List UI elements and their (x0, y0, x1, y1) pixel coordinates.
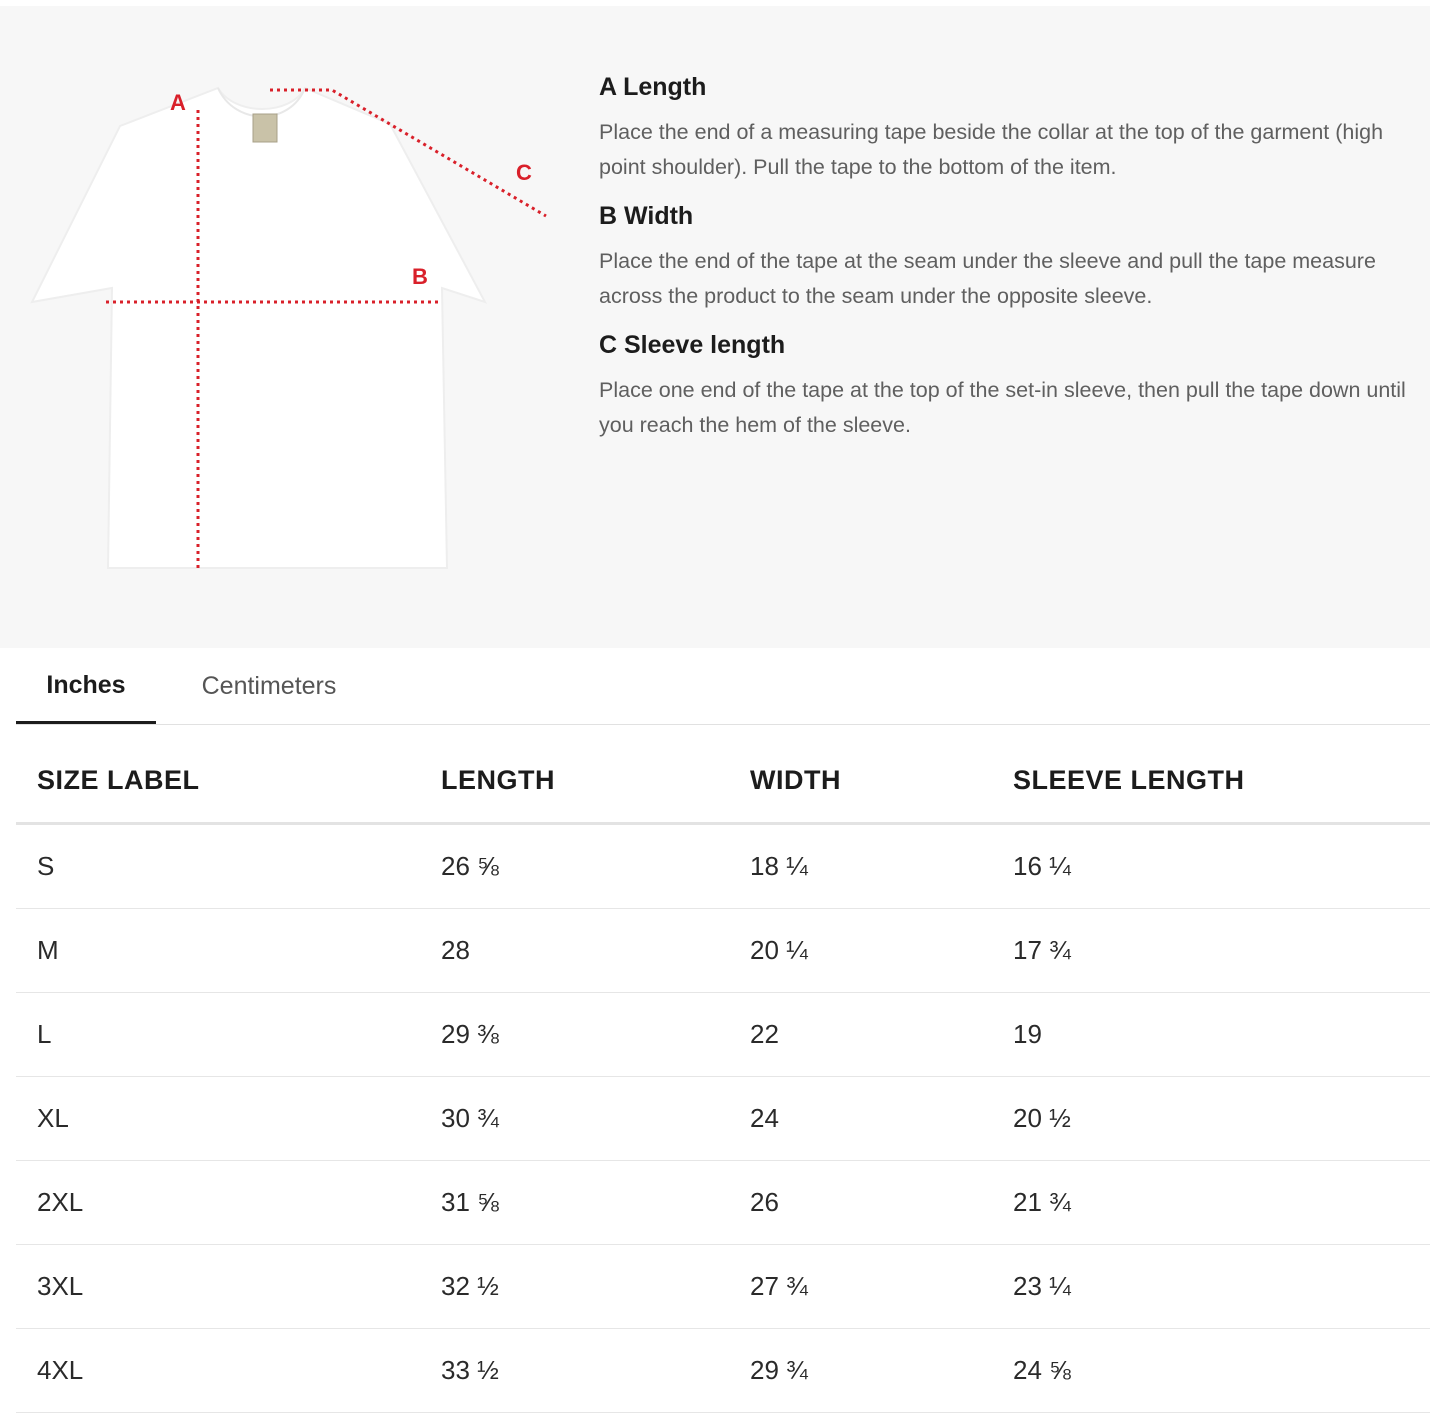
table-row (16, 1077, 1430, 1161)
header-sleeve-length: SLEEVE LENGTH (992, 738, 1430, 824)
marker-c: C (516, 160, 532, 185)
measurement-guide (0, 6, 1430, 648)
tab-inches[interactable]: Inches (16, 649, 156, 724)
tshirt-diagram (0, 6, 580, 648)
width-cell: 24 (729, 1077, 992, 1161)
sleeve-length-cell: 20 ½ (992, 1077, 1430, 1161)
table-row (16, 1245, 1430, 1329)
sleeve-length-title: C Sleeve length (599, 331, 786, 359)
marker-b: B (412, 264, 428, 289)
size-cell: M (16, 909, 420, 993)
length-title: A Length (599, 73, 707, 101)
size-cell: 3XL (16, 1245, 420, 1329)
marker-a: A (170, 90, 186, 115)
sleeve-length-cell: 21 ¾ (992, 1161, 1430, 1245)
sleeve-length-cell: 24 ⅝ (992, 1329, 1430, 1413)
width-description: Place the end of the tape at the seam under the sleeve and pull the tape measure across the product to the seam under the opposite sleeve. (599, 249, 1376, 308)
width-cell: 27 ¾ (729, 1245, 992, 1329)
measurement-descriptions (599, 72, 1419, 459)
sleeve-length-cell: 19 (992, 993, 1430, 1077)
width-cell: 26 (729, 1161, 992, 1245)
width-cell: 22 (729, 993, 992, 1077)
table-row (16, 909, 1430, 993)
table-row (16, 1329, 1430, 1413)
length-cell: 32 ½ (420, 1245, 729, 1329)
table-row (16, 1161, 1430, 1245)
sleeve-length-cell: 17 ¾ (992, 909, 1430, 993)
sleeve-length-description: Place one end of the tape at the top of the set-in sleeve, then pull the tape down until you reach the hem of the sleeve. (599, 378, 1406, 437)
length-cell: 31 ⅝ (420, 1161, 729, 1245)
header-length: LENGTH (420, 738, 729, 824)
width-cell: 18 ¼ (729, 824, 992, 909)
table-row (16, 824, 1430, 909)
sleeve-length-cell: 23 ¼ (992, 1245, 1430, 1329)
length-cell: 26 ⅝ (420, 824, 729, 909)
length-cell: 29 ⅜ (420, 993, 729, 1077)
sleeve-length-cell: 16 ¼ (992, 824, 1430, 909)
width-cell: 20 ¼ (729, 909, 992, 993)
tshirt-tag (253, 114, 277, 142)
header-width: WIDTH (729, 738, 992, 824)
width-cell: 29 ¾ (729, 1329, 992, 1413)
table-row (16, 993, 1430, 1077)
size-table (16, 738, 1430, 1413)
length-cell: 28 (420, 909, 729, 993)
width-title: B Width (599, 202, 694, 230)
tshirt-image (32, 88, 485, 568)
size-cell: L (16, 993, 420, 1077)
size-cell: 4XL (16, 1329, 420, 1413)
size-cell: XL (16, 1077, 420, 1161)
length-cell: 30 ¾ (420, 1077, 729, 1161)
size-cell: S (16, 824, 420, 909)
header-size-label: SIZE LABEL (16, 738, 420, 824)
tab-centimeters[interactable]: Centimeters (201, 672, 337, 700)
length-description: Place the end of a measuring tape beside the collar at the top of the garment (high point shoulder). Pull the tape to the bottom of the item. (599, 120, 1384, 179)
size-cell: 2XL (16, 1161, 420, 1245)
length-cell: 33 ½ (420, 1329, 729, 1413)
table-header-row (16, 738, 1430, 824)
unit-tabs (16, 649, 1430, 725)
